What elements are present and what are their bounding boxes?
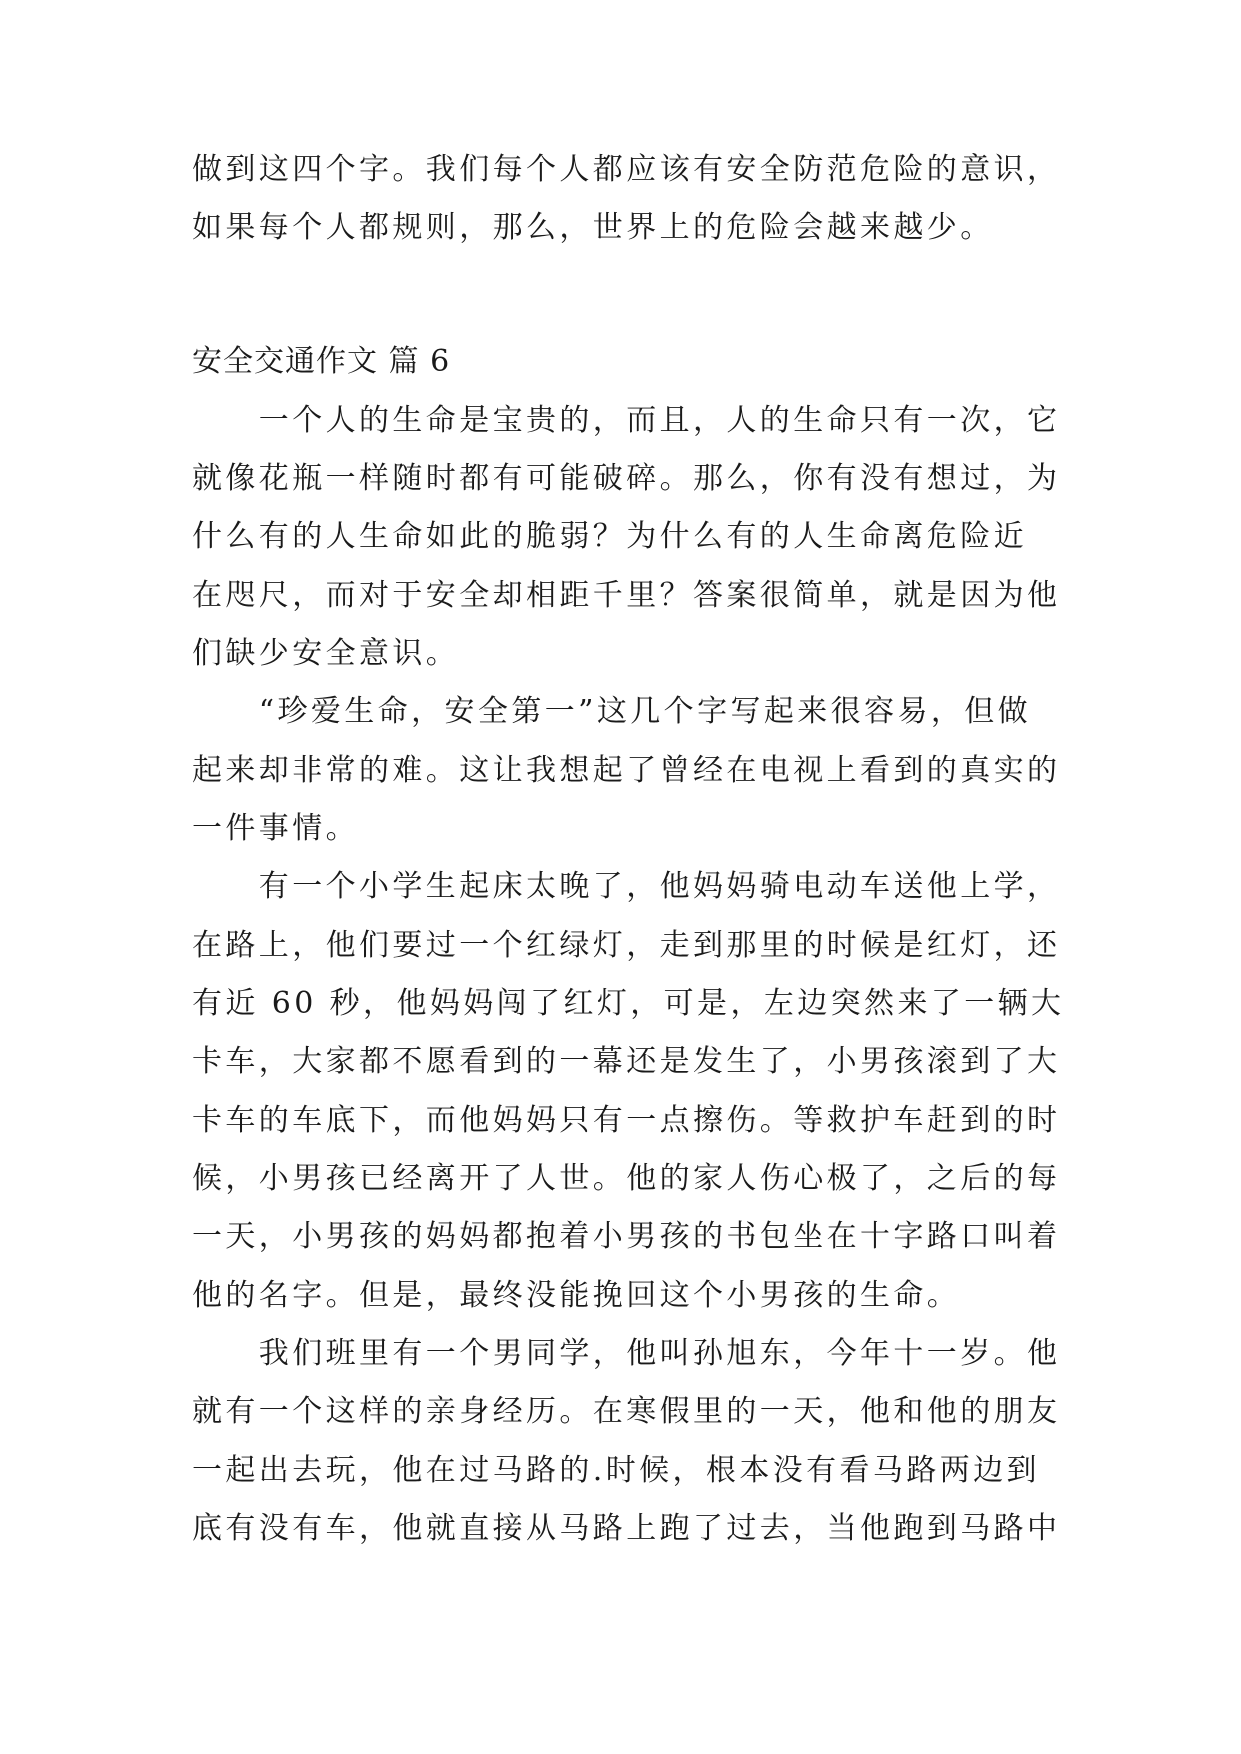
text-line: 我们班里有一个男同学，他叫孙旭东，今年十一岁。他 xyxy=(192,1336,1061,1371)
text-line: 如果每个人都规则，那么，世界上的危险会越来越少。 xyxy=(192,210,994,245)
text-line: 一件事情。 xyxy=(192,811,359,846)
text-line: 们缺少安全意识。 xyxy=(192,636,460,671)
text-line: 在路上，他们要过一个红绿灯，走到那里的时候是红灯，还 xyxy=(192,928,1061,963)
text-line: “珍爱生命，安全第一”这几个字写起来很容易，但做 xyxy=(192,694,1032,729)
text-line: 在咫尺，而对于安全却相距千里？答案很简单，就是因为他 xyxy=(192,578,1061,613)
text-line: 一起出去玩，他在过马路的.时候，根本没有看马路两边到 xyxy=(192,1453,1040,1488)
text-line: 做到这四个字。我们每个人都应该有安全防范危险的意识， xyxy=(192,152,1061,187)
text-line: 就有一个这样的亲身经历。在寒假里的一天，他和他的朋友 xyxy=(192,1394,1061,1429)
text-line: 起来却非常的难。这让我想起了曾经在电视上看到的真实的 xyxy=(192,753,1061,788)
text-line: 有一个小学生起床太晚了，他妈妈骑电动车送他上学， xyxy=(192,869,1061,904)
text-line: 有近 60 秒，他妈妈闯了红灯，可是，左边突然来了一辆大 xyxy=(192,986,1065,1021)
text-line: 他的名字。但是，最终没能挽回这个小男孩的生命。 xyxy=(192,1278,961,1313)
text-line: 什么有的人生命如此的脆弱？为什么有的人生命离危险近 xyxy=(192,519,1027,554)
text-line: 卡车的车底下，而他妈妈只有一点擦伤。等救护车赶到的时 xyxy=(192,1103,1061,1138)
text-line: 底有没有车，他就直接从马路上跑了过去，当他跑到马路中 xyxy=(192,1511,1061,1546)
text-line: 候，小男孩已经离开了人世。他的家人伤心极了，之后的每 xyxy=(192,1161,1061,1196)
text-line: 一个人的生命是宝贵的，而且，人的生命只有一次，它 xyxy=(192,403,1061,438)
text-line: 卡车，大家都不愿看到的一幕还是发生了，小男孩滚到了大 xyxy=(192,1044,1061,1079)
text-line: 一天，小男孩的妈妈都抱着小男孩的书包坐在十字路口叫着 xyxy=(192,1219,1061,1254)
text-line: 就像花瓶一样随时都有可能破碎。那么，你有没有想过，为 xyxy=(192,461,1061,496)
section-heading: 安全交通作文 篇 6 xyxy=(192,344,451,379)
